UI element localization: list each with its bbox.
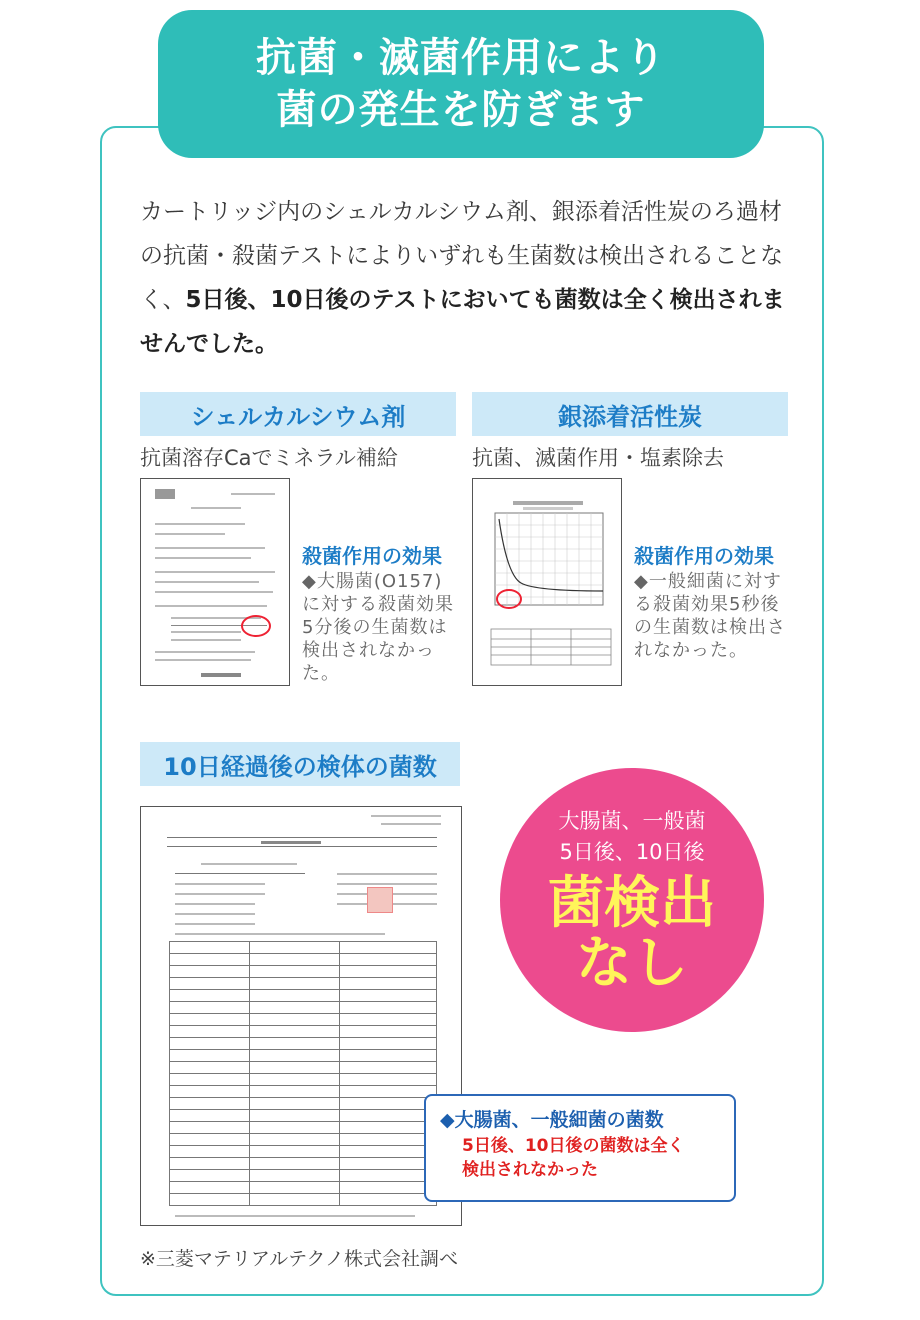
test-report-thumbnail-right: [472, 478, 622, 686]
tag-ten-day-sample: 10日経過後の検体の菌数: [140, 742, 460, 786]
analysis-report-image: [140, 806, 462, 1226]
header-line-1: 抗菌・滅菌作用により: [256, 35, 666, 81]
callout-line-2: 検出されなかった: [462, 1160, 598, 1180]
effect-text-left: ◆大腸菌(O157)に対する殺菌効果5分後の生菌数は検出されなかった。: [302, 571, 454, 684]
badge-line-1: 大腸菌、一般菌: [558, 809, 706, 833]
callout-title: ◆大腸菌、一般細菌の菌数: [440, 1109, 664, 1131]
header-line-2: 菌の発生を防ぎます: [276, 87, 646, 133]
subtitle-silver-carbon: 抗菌、滅菌作用・塩素除去: [472, 446, 724, 470]
effect-text-right: ◆一般細菌に対する殺菌効果5秒後の生菌数は検出されなかった。: [634, 571, 786, 661]
tag-shell-calcium: シェルカルシウム剤: [140, 392, 456, 436]
intro-bold-text: 5日後、10日後のテストにおいても菌数は全く検出されませんでした。: [140, 287, 785, 357]
intro-paragraph: [140, 190, 800, 366]
callout-line-1: 5日後、10日後の菌数は全く: [462, 1136, 685, 1156]
badge-line-2: 5日後、10日後: [559, 840, 705, 864]
tag-silver-carbon: 銀添着活性炭: [472, 392, 788, 436]
badge-big-1: 菌検出: [548, 871, 716, 936]
result-callout: [424, 1094, 736, 1202]
highlight-circle: [241, 615, 271, 637]
intro-text: カートリッジ内のシェルカルシウム剤、銀添着活性炭のろ過材の抗菌・殺菌テストによりいずれも生菌数は検出されることなく、: [140, 199, 784, 313]
effect-title-left: 殺菌作用の効果: [302, 544, 442, 568]
test-report-thumbnail-left: [140, 478, 290, 686]
subtitle-shell-calcium: 抗菌溶存Caでミネラル補給: [140, 446, 398, 470]
badge-big-2: なし: [576, 931, 688, 996]
header-banner: [158, 10, 764, 158]
decay-graph-thumbnail: [473, 479, 623, 687]
effect-title-right: 殺菌作用の効果: [634, 544, 774, 568]
no-bacteria-badge: [500, 768, 764, 1032]
source-footnote: ※三菱マテリアルテクノ株式会社調べ: [140, 1248, 459, 1270]
